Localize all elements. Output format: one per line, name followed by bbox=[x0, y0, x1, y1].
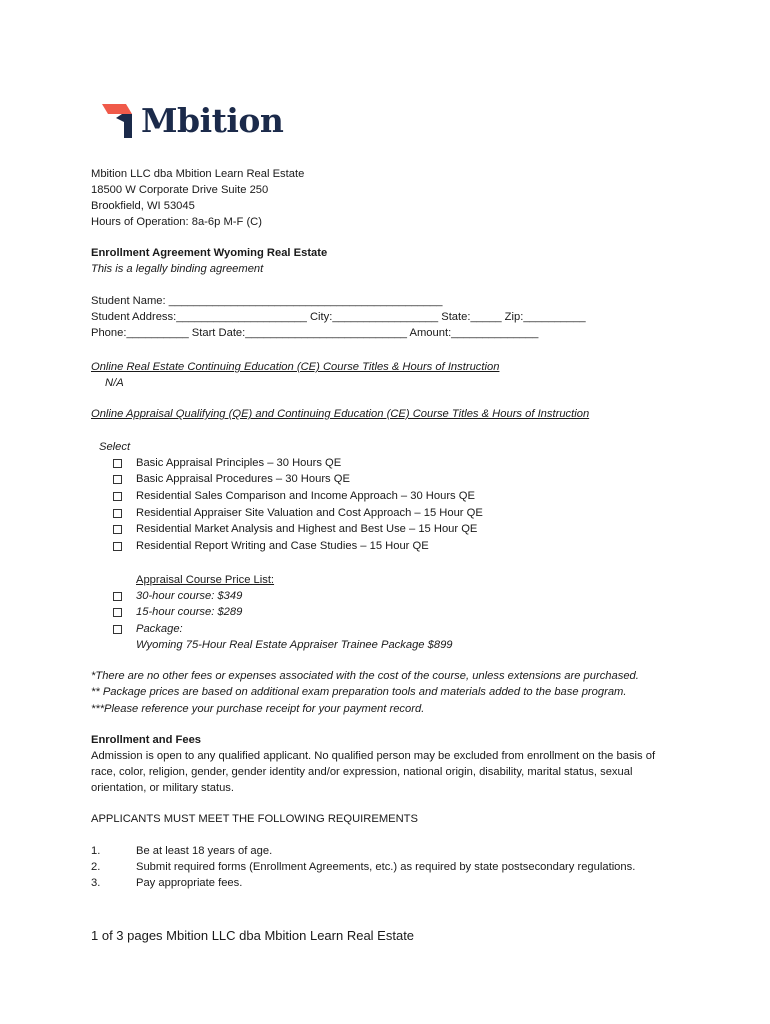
qe-section-heading: Online Appraisal Qualifying (QE) and Continuing Education (CE) Course Titles & Hours of Instruction bbox=[91, 408, 590, 420]
fee-note: ***Please reference your purchase receipt for your payment record. bbox=[91, 703, 425, 715]
ce-section-value: N/A bbox=[105, 377, 124, 389]
fee-note: ** Package prices are based on additional exam preparation tools and materials added to the base program. bbox=[91, 686, 627, 698]
mbition-logo bbox=[102, 100, 283, 142]
course-checkbox[interactable] bbox=[113, 542, 122, 551]
agreement-title: Enrollment Agreement Wyoming Real Estate bbox=[91, 247, 328, 259]
price-list-heading: Appraisal Course Price List: bbox=[136, 574, 275, 586]
course-item: Residential Market Analysis and Highest and Best Use – 15 Hour QE bbox=[136, 523, 478, 535]
price-checkbox[interactable] bbox=[113, 608, 122, 617]
company-city: Brookfield, WI 53045 bbox=[91, 200, 195, 212]
course-checkbox[interactable] bbox=[113, 459, 122, 468]
course-checkbox[interactable] bbox=[113, 525, 122, 534]
requirement-text: Pay appropriate fees. bbox=[136, 877, 243, 889]
fee-note: *There are no other fees or expenses associated with the cost of the course, unless extensions are purchased. bbox=[91, 670, 639, 682]
price-item: Package: bbox=[136, 623, 183, 635]
course-item: Basic Appraisal Principles – 30 Hours QE bbox=[136, 457, 342, 469]
student-name-field[interactable]: Student Name: ____________________________________________ bbox=[91, 295, 443, 307]
ce-section-heading: Online Real Estate Continuing Education (CE) Course Titles & Hours of Instruction bbox=[91, 361, 500, 373]
course-checkbox[interactable] bbox=[113, 492, 122, 501]
page-footer: 1 of 3 pages Mbition LLC dba Mbition Learn Real Estate bbox=[91, 928, 415, 943]
course-item: Residential Report Writing and Case Studies – 15 Hour QE bbox=[136, 540, 429, 552]
company-address: 18500 W Corporate Drive Suite 250 bbox=[91, 184, 269, 196]
company-name: Mbition LLC dba Mbition Learn Real Estate bbox=[91, 168, 305, 180]
enrollment-body: Admission is open to any qualified applicant. No qualified person may be excluded from enrollment on the basis of race, color, religion, gender, gender identity and/or expression, national origin, disability, marital status, sexual orientation, or military status. bbox=[91, 750, 656, 794]
course-item: Residential Appraiser Site Valuation and Cost Approach – 15 Hour QE bbox=[136, 507, 483, 519]
company-hours: Hours of Operation: 8a-6p M-F (C) bbox=[91, 216, 262, 228]
course-item: Residential Sales Comparison and Income Approach – 30 Hours QE bbox=[136, 490, 475, 502]
course-item: Basic Appraisal Procedures – 30 Hours QE bbox=[136, 473, 350, 485]
logo-wordmark: Mbition bbox=[141, 101, 284, 140]
price-checkbox[interactable] bbox=[113, 592, 122, 601]
price-checkbox[interactable] bbox=[113, 625, 122, 634]
requirement-number: 1. bbox=[91, 845, 101, 857]
agreement-subtitle: This is a legally binding agreement bbox=[91, 263, 264, 275]
phone-date-amount-field[interactable]: Phone:__________ Start Date:__________________________ Amount:______________ bbox=[91, 327, 539, 339]
requirement-number: 3. bbox=[91, 877, 101, 889]
requirement-text: Be at least 18 years of age. bbox=[136, 845, 273, 857]
select-label: Select bbox=[99, 441, 131, 453]
requirement-text: Submit required forms (Enrollment Agreements, etc.) as required by state postsecondary regulations. bbox=[136, 861, 636, 873]
student-address-field[interactable]: Student Address:_____________________ City:_________________ State:_____ Zip:__________ bbox=[91, 311, 586, 323]
course-checkbox[interactable] bbox=[113, 475, 122, 484]
price-item: 15-hour course: $289 bbox=[136, 606, 243, 618]
course-checkbox[interactable] bbox=[113, 509, 122, 518]
price-item: 30-hour course: $349 bbox=[136, 590, 243, 602]
enrollment-heading: Enrollment and Fees bbox=[91, 734, 202, 746]
requirements-heading: APPLICANTS MUST MEET THE FOLLOWING REQUIREMENTS bbox=[91, 813, 418, 825]
mbition-logo-mark-icon bbox=[102, 104, 138, 138]
requirement-number: 2. bbox=[91, 861, 101, 873]
package-detail: Wyoming 75-Hour Real Estate Appraiser Trainee Package $899 bbox=[136, 639, 453, 651]
